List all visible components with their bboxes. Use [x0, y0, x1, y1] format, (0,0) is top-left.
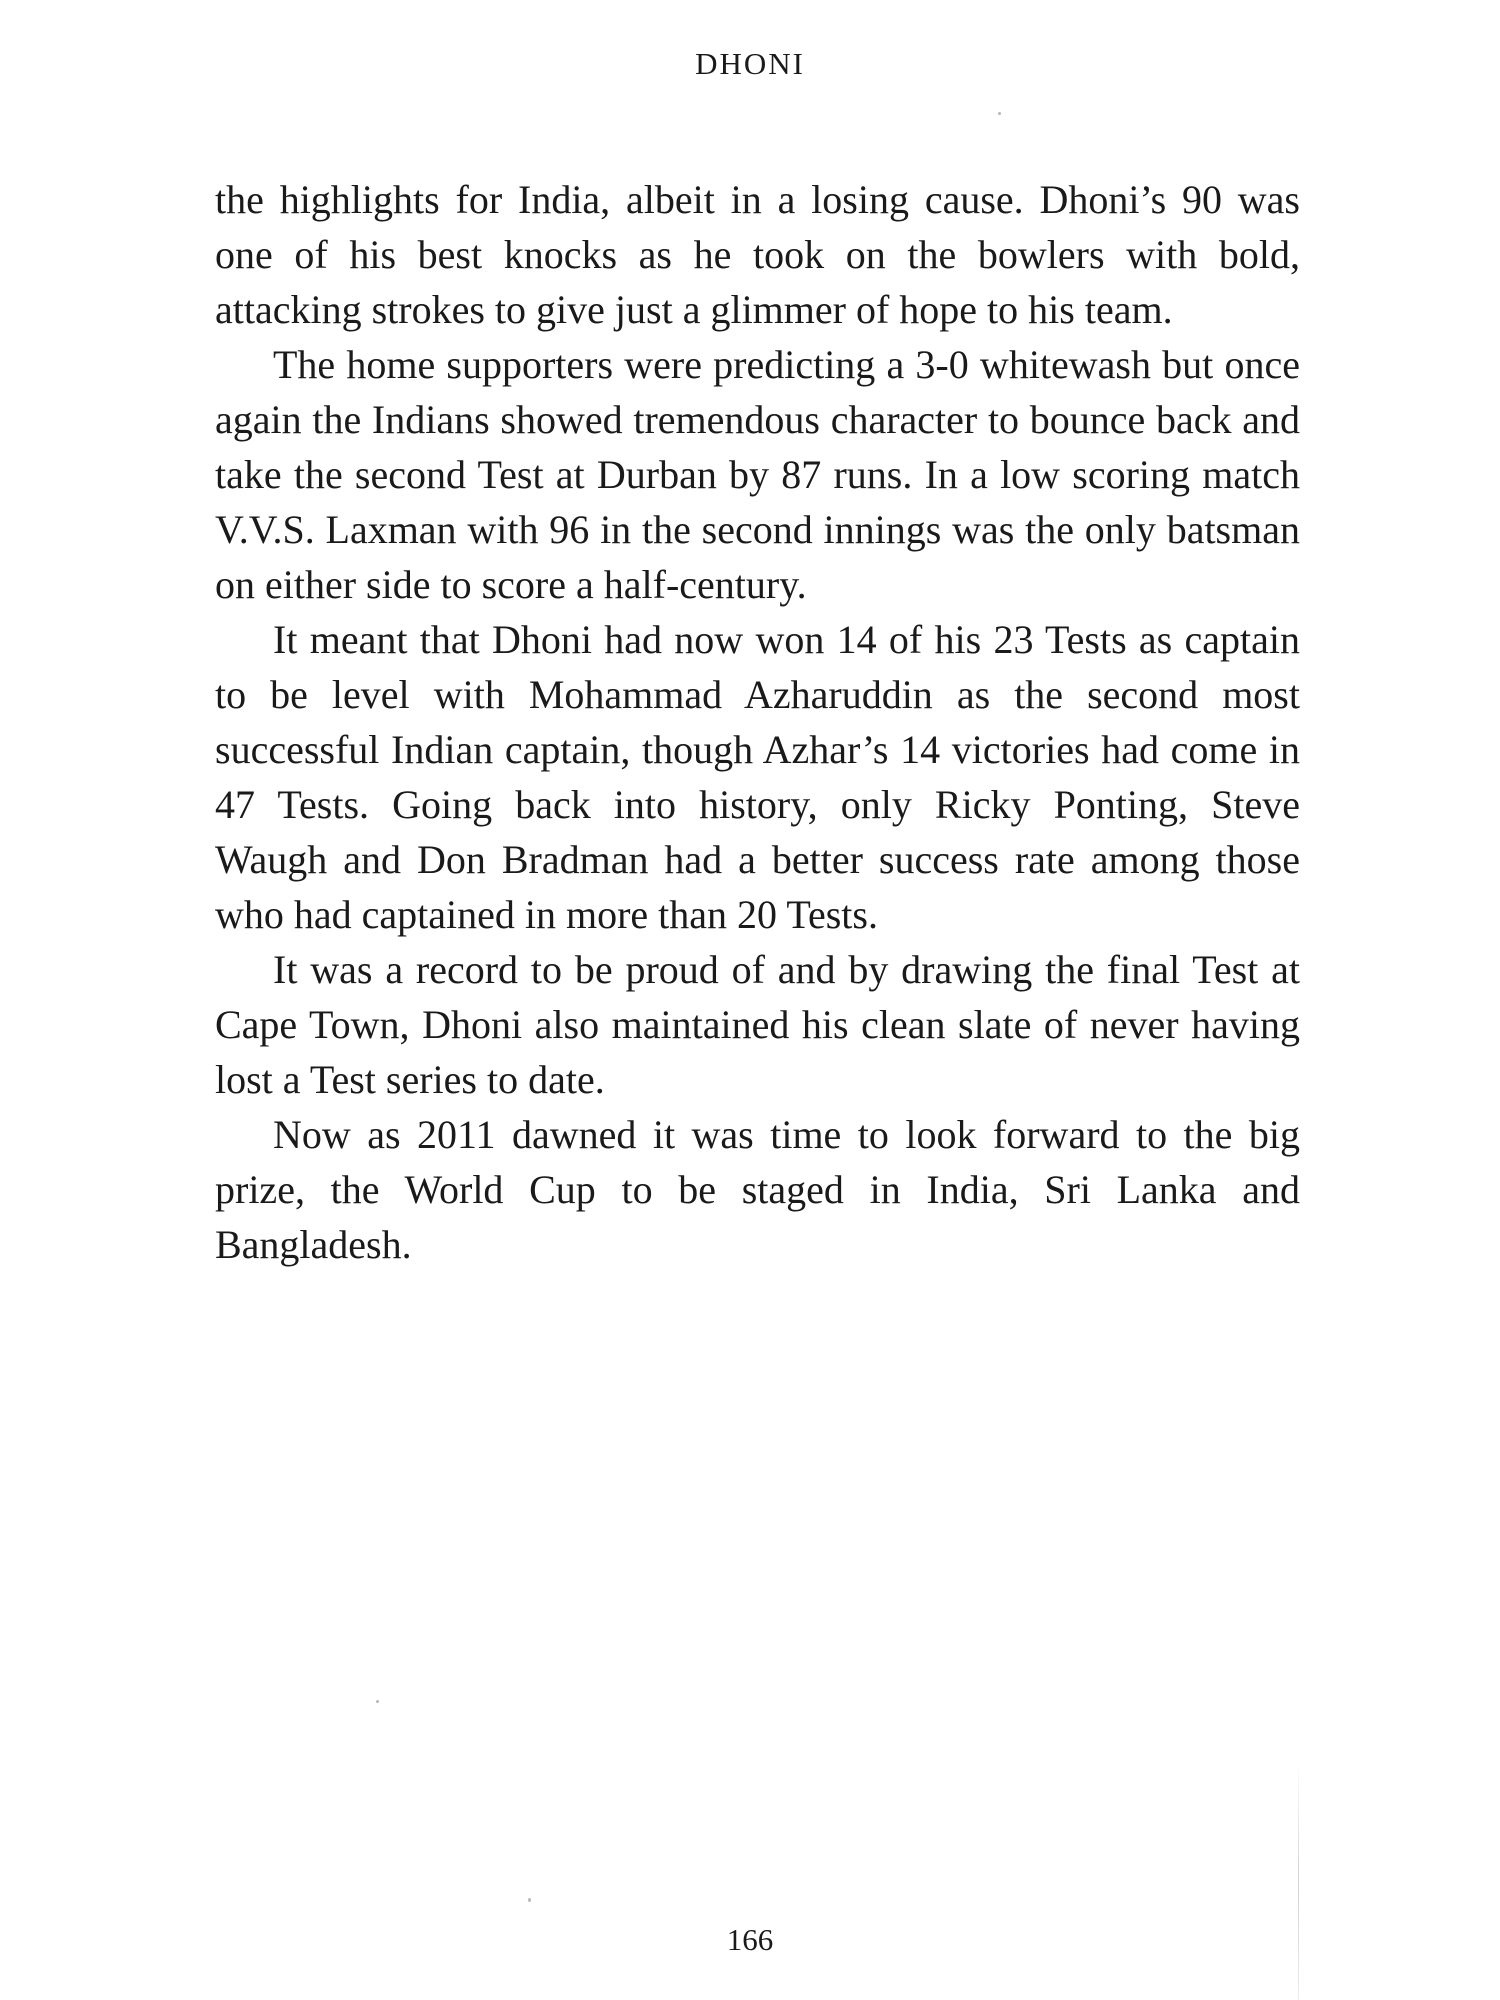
paragraph-2: The home supporters were predicting a 3-0 whitewash but once again the Indians showed tremendous character to bounce back and take the second Test at Durban by 87 runs. In a low scoring match V.V.S. Laxman with 96 in the second innings was the only batsman on either side to score a half-century. [215, 342, 1300, 607]
body-text [215, 172, 1300, 1272]
scan-speck [528, 1898, 531, 1902]
paragraph-4: It was a record to be proud of and by drawing the final Test at Cape Town, Dhoni also maintained his clean slate of never having lost a Test series to date. [215, 947, 1300, 1102]
paragraph-3: It meant that Dhoni had now won 14 of his 23 Tests as captain to be level with Mohammad Azharuddin as the second most successful Indian captain, though Azhar’s 14 victories had come in 47 Tests. Going back into history, only Ricky Ponting, Steve Waugh and Don Bradman had a better success rate among those who had captained in more than 20 Tests. [215, 617, 1300, 937]
running-head: DHONI [695, 46, 805, 81]
scan-speck [998, 112, 1001, 115]
paragraph-5: Now as 2011 dawned it was time to look forward to the big prize, the World Cup to be staged in India, Sri Lanka and Bangladesh. [215, 1112, 1300, 1267]
paragraph-1: the highlights for India, albeit in a losing cause. Dhoni’s 90 was one of his best knocks as he took on the bowlers with bold, attacking strokes to give just a glimmer of hope to his team. [215, 177, 1300, 332]
scan-edge-line [1298, 1760, 1299, 2000]
scan-speck [376, 1700, 379, 1703]
page-number: 166 [726, 1922, 774, 1957]
